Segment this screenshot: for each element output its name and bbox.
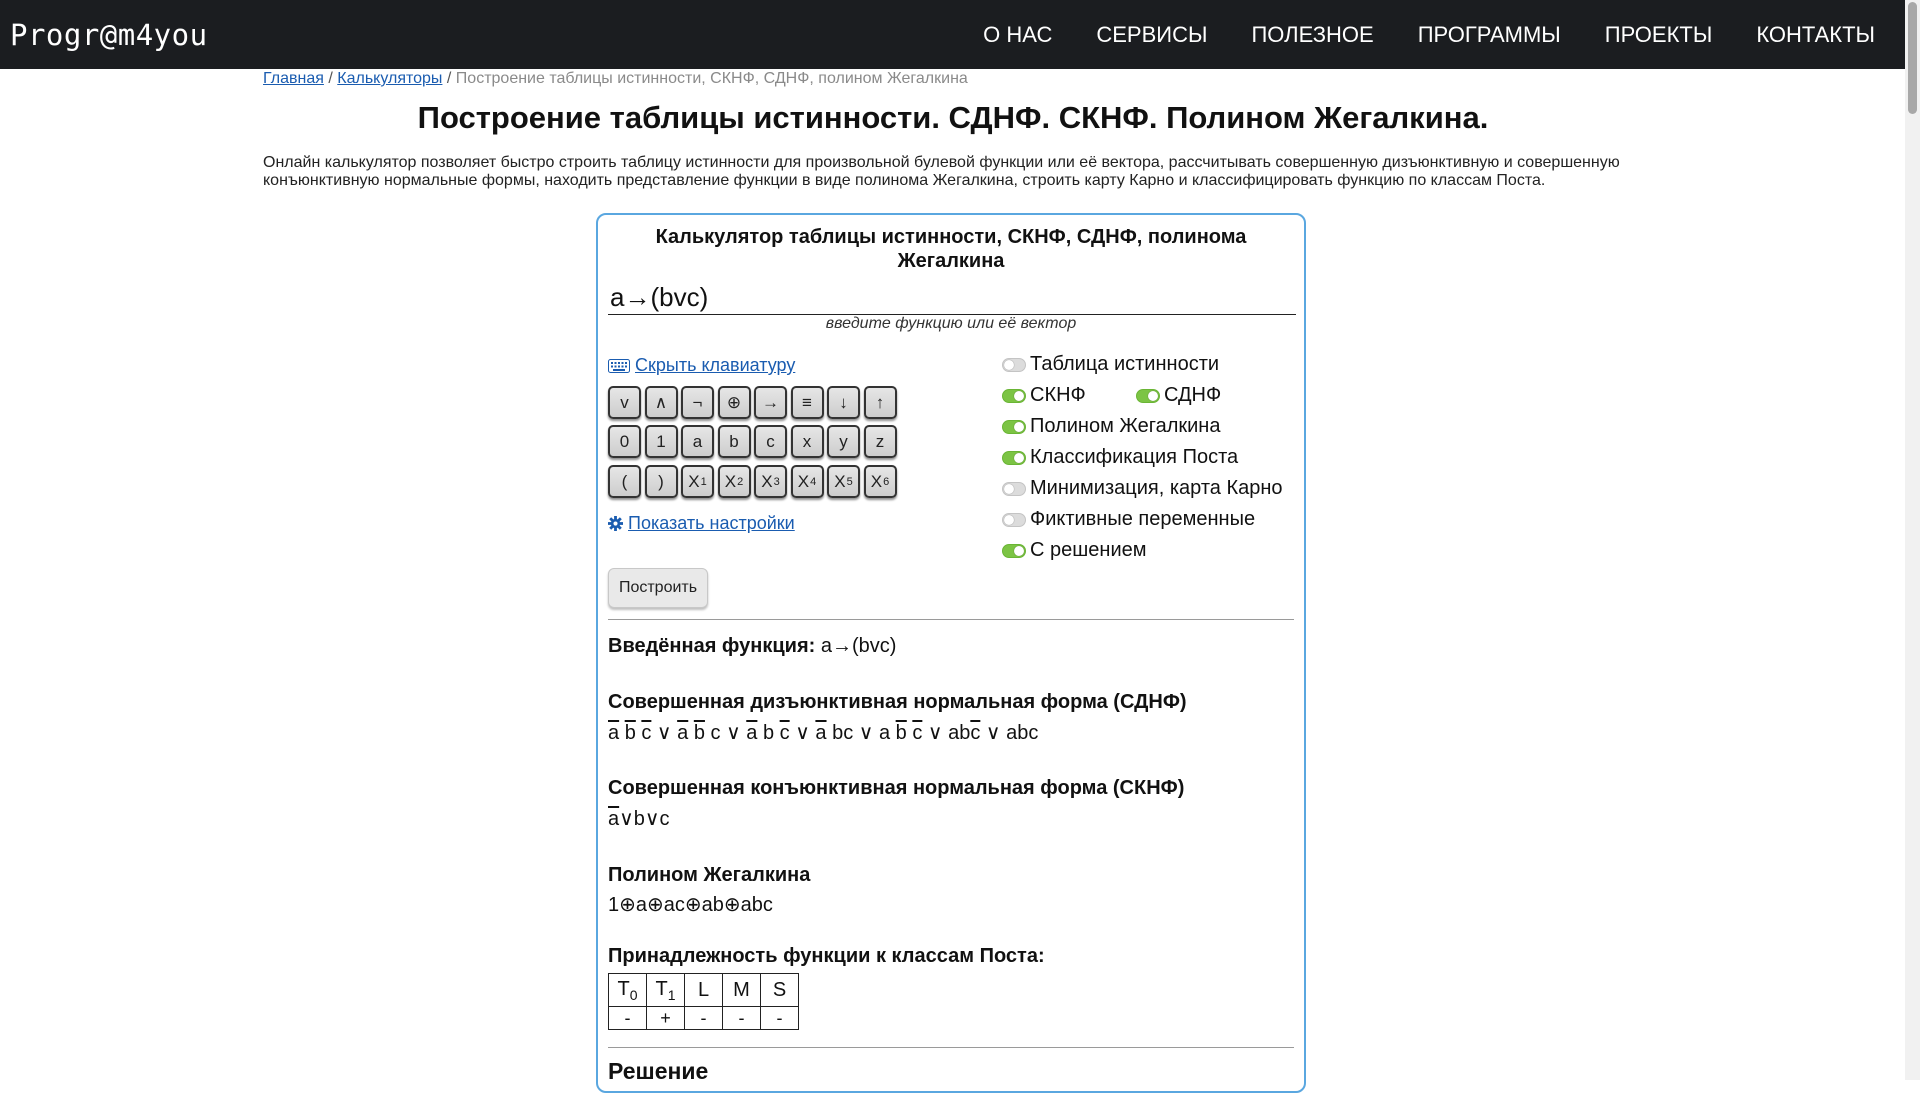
function-input-hint: введите функцию или её вектор bbox=[825, 315, 1077, 332]
key-a[interactable]: a bbox=[681, 425, 714, 458]
post-header-t1: $T_1$ bbox=[647, 974, 685, 1007]
show-settings-label: Показать настройки bbox=[628, 513, 795, 533]
key-y[interactable]: y bbox=[827, 425, 860, 458]
key-open-paren[interactable]: ( bbox=[608, 465, 641, 498]
sknf-toggle[interactable] bbox=[1002, 389, 1026, 403]
key-x[interactable]: x bbox=[791, 425, 824, 458]
show-settings-link[interactable] bbox=[608, 513, 795, 534]
sknf-value: $\overline{a}\vee b\vee c$ bbox=[608, 808, 670, 830]
key-one[interactable]: 1 bbox=[645, 425, 678, 458]
key-x2[interactable] bbox=[718, 465, 751, 498]
key-x3-label: X bbox=[761, 471, 773, 491]
key-or[interactable]: v bbox=[608, 386, 641, 419]
build-button[interactable]: Построить bbox=[608, 568, 708, 608]
page-intro: Онлайн калькулятор позволяет быстро строить таблицу истинности для произвольной булевой функции или её вектора, рассчитывать совершенную дизъюнктивную и совершенную конъюнктивную нормальные формы, находить представление функции в виде полинома Жегалкина, строить карту Карно и классифицировать функцию по классам Поста. bbox=[263, 154, 1620, 189]
hide-keyboard-link[interactable] bbox=[608, 355, 795, 376]
nav-programs[interactable]: ПРОГРАММЫ bbox=[1417, 21, 1561, 47]
fictive-toggle[interactable] bbox=[1002, 513, 1026, 527]
key-c[interactable]: c bbox=[754, 425, 787, 458]
solution-heading: Решение bbox=[608, 1058, 709, 1084]
post-header-t0: $T_0$ bbox=[609, 974, 647, 1007]
page-scrollbar[interactable] bbox=[1905, 0, 1920, 1080]
zhegalkin-label: Полином Жегалкина bbox=[1030, 415, 1221, 437]
post-header-m: M bbox=[723, 974, 761, 1007]
entered-function-value: a→(bvc) bbox=[820, 635, 897, 657]
keyboard-icon bbox=[608, 359, 630, 373]
key-x6-index: 6 bbox=[883, 475, 890, 488]
sknf-heading: Совершенная конъюнктивная нормальная форма (СКНФ) bbox=[608, 777, 1185, 799]
key-x2-index: 2 bbox=[737, 475, 744, 488]
option-karnaugh[interactable] bbox=[1002, 477, 1283, 500]
nav-about[interactable]: О НАС bbox=[983, 21, 1053, 47]
breadcrumb-separator: / bbox=[446, 70, 452, 87]
key-implies[interactable]: → bbox=[754, 386, 787, 419]
key-b[interactable]: b bbox=[718, 425, 751, 458]
key-x5-index: 5 bbox=[846, 475, 853, 488]
karnaugh-label: Минимизация, карта Карно bbox=[1030, 477, 1283, 499]
post-classes-table bbox=[608, 973, 799, 1030]
key-not[interactable]: ¬ bbox=[681, 386, 714, 419]
nav-contacts[interactable]: КОНТАКТЫ bbox=[1756, 21, 1875, 47]
key-x1-label: X bbox=[688, 471, 700, 491]
karnaugh-toggle[interactable] bbox=[1002, 482, 1026, 496]
fictive-label: Фиктивные переменные bbox=[1030, 508, 1256, 530]
post-value-m: - bbox=[723, 1007, 761, 1030]
nav-projects[interactable]: ПРОЕКТЫ bbox=[1604, 21, 1713, 47]
option-zhegalkin[interactable] bbox=[1002, 415, 1220, 438]
post-value-s: - bbox=[761, 1007, 799, 1030]
post-header-s: S bbox=[761, 974, 799, 1007]
breadcrumb bbox=[263, 70, 968, 88]
site-logo[interactable]: Progr@m4you bbox=[10, 17, 208, 52]
sdnf-label: СДНФ bbox=[1164, 384, 1222, 406]
top-navbar bbox=[0, 0, 1905, 69]
key-x3[interactable] bbox=[754, 465, 787, 498]
breadcrumb-current: Построение таблицы истинности, СКНФ, СДНФ, полином Жегалкина bbox=[455, 70, 968, 87]
key-and[interactable]: ∧ bbox=[645, 386, 678, 419]
option-post[interactable] bbox=[1002, 446, 1238, 469]
key-x4-label: X bbox=[797, 471, 810, 491]
key-x2-label: X bbox=[724, 471, 737, 491]
option-solution[interactable] bbox=[1002, 539, 1147, 562]
post-header-l: L bbox=[685, 974, 723, 1007]
post-toggle[interactable] bbox=[1002, 451, 1026, 465]
key-x3-index: 3 bbox=[773, 475, 780, 488]
sdnf-value: $\overline{a}$ $\overline{b}$ $\overline{c}$ ∨ $\overline{a}$ $\overline{b}$ c ∨ $\overline{a}$ b $\overline{c}$ ∨ $\overline{a}$ bc ∨ a $\overline{b}$ $\overline{c}$ ∨ $ab\overline{c}$ ∨ abc bbox=[608, 722, 1039, 744]
key-x5-label: X bbox=[834, 471, 846, 491]
post-heading: Принадлежность функции к классам Поста: bbox=[608, 945, 1045, 967]
option-fictive[interactable] bbox=[1002, 508, 1255, 531]
zhegalkin-toggle[interactable] bbox=[1002, 420, 1026, 434]
key-x1-index: 1 bbox=[700, 475, 707, 488]
zhegalkin-heading: Полином Жегалкина bbox=[608, 864, 811, 886]
post-value-t0: - bbox=[609, 1007, 647, 1030]
truth-table-label: Таблица истинности bbox=[1030, 353, 1220, 375]
function-input[interactable] bbox=[608, 281, 1296, 315]
key-x4[interactable] bbox=[791, 465, 824, 498]
nav-services[interactable]: СЕРВИСЫ bbox=[1096, 21, 1208, 47]
key-z[interactable]: z bbox=[864, 425, 897, 458]
key-x6[interactable] bbox=[864, 465, 897, 498]
scrollbar-thumb[interactable] bbox=[1908, 2, 1917, 114]
sknf-label: СКНФ bbox=[1030, 384, 1086, 406]
option-sknf[interactable] bbox=[1002, 384, 1086, 407]
solution-label: С решением bbox=[1030, 539, 1147, 561]
key-x1[interactable] bbox=[681, 465, 714, 498]
post-label: Классификация Поста bbox=[1030, 446, 1239, 468]
key-zero[interactable]: 0 bbox=[608, 425, 641, 458]
option-sdnf[interactable] bbox=[1136, 384, 1221, 407]
option-truth-table[interactable] bbox=[1002, 353, 1219, 376]
key-nand[interactable]: ↑ bbox=[864, 386, 897, 419]
sdnf-toggle[interactable] bbox=[1136, 389, 1160, 403]
key-close-paren[interactable]: ) bbox=[645, 465, 678, 498]
post-value-t1: + bbox=[647, 1007, 685, 1030]
sdnf-heading: Совершенная дизъюнктивная нормальная форма (СДНФ) bbox=[608, 691, 1187, 713]
key-xor[interactable]: ⊕ bbox=[718, 386, 751, 419]
truth-table-toggle[interactable] bbox=[1002, 358, 1026, 372]
page-title: Построение таблицы истинности. СДНФ. СКНФ. Полином Жегалкина. bbox=[417, 100, 1489, 135]
entered-function bbox=[608, 635, 896, 658]
solution-toggle[interactable] bbox=[1002, 544, 1026, 558]
breadcrumb-calculators[interactable]: Калькуляторы bbox=[337, 70, 443, 87]
zhegalkin-value: 1⊕a⊕ac⊕ab⊕abc bbox=[608, 894, 773, 916]
key-x5[interactable] bbox=[827, 465, 860, 498]
main-nav bbox=[939, 22, 1875, 48]
nav-useful[interactable]: ПОЛЕЗНОЕ bbox=[1251, 21, 1374, 47]
divider bbox=[608, 619, 1294, 620]
breadcrumb-separator: / bbox=[328, 70, 333, 87]
post-value-l: - bbox=[685, 1007, 723, 1030]
divider bbox=[608, 1047, 1294, 1048]
key-x4-index: 4 bbox=[810, 475, 817, 488]
key-equiv[interactable]: ≡ bbox=[791, 386, 824, 419]
entered-function-label: Введённая функция: bbox=[608, 635, 816, 657]
post-table-header-row bbox=[609, 974, 799, 1007]
key-nor[interactable]: ↓ bbox=[827, 386, 860, 419]
post-table-value-row bbox=[609, 1007, 799, 1030]
hide-keyboard-label: Скрыть клавиатуру bbox=[635, 355, 796, 375]
key-x6-label: X bbox=[870, 471, 883, 491]
calculator-card bbox=[596, 213, 1306, 1093]
calculator-title: Калькулятор таблицы истинности, СКНФ, СДНФ, полинома Жегалкина bbox=[655, 226, 1247, 272]
gear-icon bbox=[608, 516, 623, 531]
breadcrumb-home[interactable]: Главная bbox=[263, 70, 324, 87]
